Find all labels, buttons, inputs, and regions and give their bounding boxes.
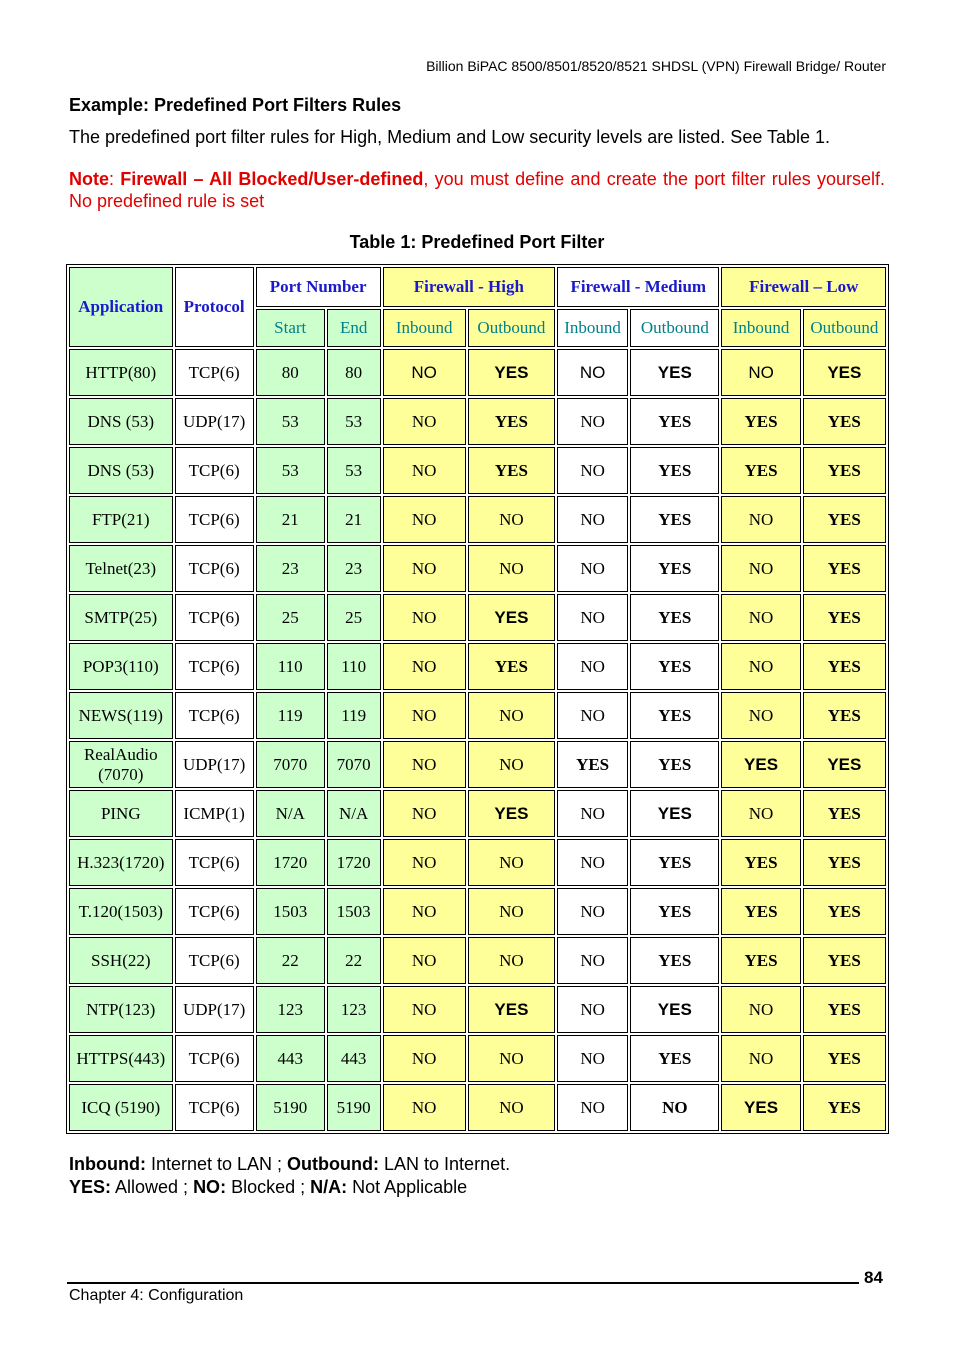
cell-medium-inbound: NO: [557, 986, 628, 1033]
cell-protocol: TCP(6): [175, 1084, 254, 1131]
table-row: [69, 496, 886, 543]
cell-medium-outbound: YES: [630, 643, 719, 690]
legend-term: N/A:: [310, 1177, 348, 1197]
cell-port-start: 53: [256, 398, 325, 445]
cell-low-outbound: YES: [803, 692, 886, 739]
cell-high-outbound: NO: [468, 937, 555, 984]
cell-port-start: 1503: [256, 888, 325, 935]
cell-application: NTP(123): [69, 986, 173, 1033]
cell-low-outbound: YES: [803, 594, 886, 641]
cell-protocol: UDP(17): [175, 398, 254, 445]
cell-high-outbound: YES: [468, 349, 555, 396]
cell-port-end: 21: [327, 496, 381, 543]
cell-high-outbound: NO: [468, 1084, 555, 1131]
cell-low-inbound: YES: [721, 937, 800, 984]
cell-medium-inbound: NO: [557, 1035, 628, 1082]
cell-medium-outbound: YES: [630, 398, 719, 445]
cell-port-end: 53: [327, 398, 381, 445]
cell-port-end: 7070: [327, 741, 381, 788]
cell-port-end: 5190: [327, 1084, 381, 1131]
cell-port-start: N/A: [256, 790, 325, 837]
page-number: 84: [864, 1268, 883, 1287]
cell-low-outbound: YES: [803, 1084, 886, 1131]
cell-low-inbound: YES: [721, 447, 800, 494]
cell-low-outbound: YES: [803, 839, 886, 886]
cell-medium-inbound: NO: [557, 349, 628, 396]
cell-high-outbound: NO: [468, 1035, 555, 1082]
cell-port-start: 80: [256, 349, 325, 396]
legend-term: Inbound:: [69, 1154, 146, 1174]
cell-port-start: 22: [256, 937, 325, 984]
header-medium-inbound: Inbound: [557, 309, 628, 347]
cell-application: HTTP(80): [69, 349, 173, 396]
cell-port-end: 1503: [327, 888, 381, 935]
note-highlight: Firewall – All Blocked/User-defined: [120, 169, 424, 189]
cell-low-outbound: YES: [803, 545, 886, 592]
cell-port-end: 1720: [327, 839, 381, 886]
header-firewall-high: Firewall - High: [383, 267, 556, 307]
header-high-outbound: Outbound: [468, 309, 555, 347]
cell-port-end: 25: [327, 594, 381, 641]
cell-medium-outbound: YES: [630, 496, 719, 543]
cell-high-inbound: NO: [383, 349, 466, 396]
cell-application: RealAudio (7070): [69, 741, 173, 788]
cell-high-inbound: NO: [383, 398, 466, 445]
cell-port-start: 7070: [256, 741, 325, 788]
cell-high-inbound: NO: [383, 496, 466, 543]
cell-port-end: 23: [327, 545, 381, 592]
cell-medium-inbound: NO: [557, 790, 628, 837]
cell-high-outbound: YES: [468, 447, 555, 494]
note-rest: , you must define and create the port filter rules yourself. No predefined rule is set: [69, 169, 885, 211]
intro-paragraph: The predefined port filter rules for High, Medium and Low security levels are listed. See Table 1.: [69, 127, 831, 147]
cell-application: HTTPS(443): [69, 1035, 173, 1082]
cell-high-outbound: YES: [468, 790, 555, 837]
table-body: [69, 349, 886, 1131]
table-legend: [69, 1153, 510, 1199]
cell-protocol: TCP(6): [175, 692, 254, 739]
cell-protocol: TCP(6): [175, 839, 254, 886]
table-row: [69, 692, 886, 739]
cell-high-inbound: NO: [383, 741, 466, 788]
cell-application: PING: [69, 790, 173, 837]
cell-port-end: 53: [327, 447, 381, 494]
cell-port-end: 110: [327, 643, 381, 690]
cell-low-outbound: YES: [803, 790, 886, 837]
cell-port-start: 110: [256, 643, 325, 690]
cell-medium-inbound: NO: [557, 643, 628, 690]
cell-low-inbound: NO: [721, 349, 800, 396]
cell-application: ICQ (5190): [69, 1084, 173, 1131]
cell-application: FTP(21): [69, 496, 173, 543]
cell-medium-inbound: YES: [557, 741, 628, 788]
table-row: [69, 937, 886, 984]
cell-low-outbound: YES: [803, 349, 886, 396]
cell-high-inbound: NO: [383, 545, 466, 592]
port-filter-table: [66, 264, 889, 1134]
note-paragraph: [69, 168, 885, 212]
cell-port-start: 25: [256, 594, 325, 641]
cell-medium-outbound: YES: [630, 888, 719, 935]
cell-port-start: 53: [256, 447, 325, 494]
cell-protocol: ICMP(1): [175, 790, 254, 837]
cell-medium-inbound: NO: [557, 839, 628, 886]
cell-port-end: 80: [327, 349, 381, 396]
cell-high-inbound: NO: [383, 790, 466, 837]
cell-application: SSH(22): [69, 937, 173, 984]
cell-medium-inbound: NO: [557, 594, 628, 641]
cell-high-inbound: NO: [383, 1035, 466, 1082]
cell-protocol: TCP(6): [175, 447, 254, 494]
cell-port-end: 443: [327, 1035, 381, 1082]
cell-high-inbound: NO: [383, 888, 466, 935]
cell-port-start: 123: [256, 986, 325, 1033]
cell-medium-outbound: YES: [630, 1035, 719, 1082]
cell-protocol: TCP(6): [175, 1035, 254, 1082]
cell-protocol: TCP(6): [175, 545, 254, 592]
cell-port-start: 21: [256, 496, 325, 543]
cell-high-outbound: NO: [468, 888, 555, 935]
cell-protocol: TCP(6): [175, 643, 254, 690]
cell-medium-outbound: YES: [630, 790, 719, 837]
cell-protocol: TCP(6): [175, 594, 254, 641]
cell-medium-outbound: YES: [630, 986, 719, 1033]
cell-application: T.120(1503): [69, 888, 173, 935]
cell-medium-outbound: YES: [630, 937, 719, 984]
cell-port-start: 5190: [256, 1084, 325, 1131]
cell-low-outbound: YES: [803, 888, 886, 935]
footer-chapter: Chapter 4: Configuration: [69, 1287, 244, 1304]
header-low-outbound: Outbound: [803, 309, 886, 347]
legend-definition: LAN to Internet.: [379, 1154, 511, 1174]
cell-low-inbound: NO: [721, 643, 800, 690]
table-row: [69, 1035, 886, 1082]
cell-high-inbound: NO: [383, 839, 466, 886]
cell-low-inbound: NO: [721, 692, 800, 739]
cell-high-outbound: NO: [468, 496, 555, 543]
header-start: Start: [256, 309, 325, 347]
cell-medium-inbound: NO: [557, 545, 628, 592]
cell-port-end: 22: [327, 937, 381, 984]
cell-protocol: UDP(17): [175, 986, 254, 1033]
cell-low-inbound: YES: [721, 741, 800, 788]
table-row: [69, 741, 886, 788]
cell-port-start: 443: [256, 1035, 325, 1082]
cell-low-inbound: YES: [721, 398, 800, 445]
cell-medium-outbound: YES: [630, 594, 719, 641]
legend-term: NO:: [193, 1177, 227, 1197]
cell-low-inbound: YES: [721, 839, 800, 886]
cell-low-outbound: YES: [803, 496, 886, 543]
cell-protocol: TCP(6): [175, 937, 254, 984]
table-row: [69, 643, 886, 690]
cell-application: POP3(110): [69, 643, 173, 690]
header-firewall-medium: Firewall - Medium: [557, 267, 719, 307]
cell-high-outbound: YES: [468, 594, 555, 641]
cell-protocol: TCP(6): [175, 349, 254, 396]
table-row: [69, 986, 886, 1033]
legend-line-values: [69, 1176, 510, 1199]
cell-port-end: 123: [327, 986, 381, 1033]
header-high-inbound: Inbound: [383, 309, 466, 347]
header-medium-outbound: Outbound: [630, 309, 719, 347]
cell-medium-outbound: YES: [630, 692, 719, 739]
cell-application: SMTP(25): [69, 594, 173, 641]
cell-application: DNS (53): [69, 398, 173, 445]
table-row: [69, 545, 886, 592]
cell-low-outbound: YES: [803, 1035, 886, 1082]
cell-application: DNS (53): [69, 447, 173, 494]
header-low-inbound: Inbound: [721, 309, 800, 347]
header-firewall-low: Firewall – Low: [721, 267, 886, 307]
footer-rule: [67, 1282, 859, 1284]
cell-low-inbound: NO: [721, 496, 800, 543]
table-row: [69, 594, 886, 641]
header-application: Application: [69, 267, 173, 347]
cell-medium-outbound: YES: [630, 839, 719, 886]
cell-high-inbound: NO: [383, 594, 466, 641]
cell-high-outbound: NO: [468, 545, 555, 592]
cell-protocol: TCP(6): [175, 888, 254, 935]
cell-port-end: N/A: [327, 790, 381, 837]
header-end: End: [327, 309, 381, 347]
cell-low-outbound: YES: [803, 741, 886, 788]
cell-low-outbound: YES: [803, 986, 886, 1033]
legend-definition: Not Applicable: [347, 1177, 468, 1197]
cell-port-end: 119: [327, 692, 381, 739]
cell-high-outbound: NO: [468, 839, 555, 886]
section-title: Example: Predefined Port Filters Rules: [69, 95, 402, 115]
cell-medium-outbound: YES: [630, 349, 719, 396]
cell-medium-inbound: NO: [557, 398, 628, 445]
table-row: [69, 888, 886, 935]
cell-medium-inbound: NO: [557, 937, 628, 984]
note-label: Note: [69, 169, 109, 189]
cell-high-outbound: YES: [468, 986, 555, 1033]
table-row: [69, 398, 886, 445]
header-port-number: Port Number: [256, 267, 381, 307]
cell-high-inbound: NO: [383, 692, 466, 739]
cell-high-outbound: YES: [468, 643, 555, 690]
cell-medium-inbound: NO: [557, 496, 628, 543]
cell-application: Telnet(23): [69, 545, 173, 592]
cell-low-inbound: NO: [721, 545, 800, 592]
cell-low-inbound: YES: [721, 1084, 800, 1131]
cell-medium-outbound: YES: [630, 447, 719, 494]
cell-low-inbound: NO: [721, 594, 800, 641]
cell-application: NEWS(119): [69, 692, 173, 739]
cell-low-outbound: YES: [803, 643, 886, 690]
cell-high-outbound: NO: [468, 741, 555, 788]
table-row: [69, 447, 886, 494]
cell-high-outbound: NO: [468, 692, 555, 739]
cell-port-start: 119: [256, 692, 325, 739]
cell-low-outbound: YES: [803, 447, 886, 494]
cell-low-inbound: NO: [721, 790, 800, 837]
cell-low-inbound: NO: [721, 986, 800, 1033]
cell-high-inbound: NO: [383, 643, 466, 690]
table-caption: Table 1: Predefined Port Filter: [349, 232, 605, 252]
cell-low-outbound: YES: [803, 937, 886, 984]
table-row: [69, 839, 886, 886]
cell-medium-inbound: NO: [557, 1084, 628, 1131]
cell-protocol: TCP(6): [175, 496, 254, 543]
cell-high-inbound: NO: [383, 986, 466, 1033]
cell-medium-inbound: NO: [557, 888, 628, 935]
cell-high-inbound: NO: [383, 1084, 466, 1131]
running-header: Billion BiPAC 8500/8501/8520/8521 SHDSL (VPN) Firewall Bridge/ Router: [426, 58, 886, 74]
cell-medium-inbound: NO: [557, 692, 628, 739]
legend-line-direction: [69, 1153, 510, 1176]
cell-port-start: 1720: [256, 839, 325, 886]
legend-definition: Internet to LAN ;: [145, 1154, 288, 1174]
cell-medium-outbound: NO: [630, 1084, 719, 1131]
legend-term: Outbound:: [287, 1154, 380, 1174]
cell-high-outbound: YES: [468, 398, 555, 445]
legend-definition: Blocked ;: [226, 1177, 311, 1197]
cell-medium-inbound: NO: [557, 447, 628, 494]
cell-medium-outbound: YES: [630, 545, 719, 592]
table-row: [69, 349, 886, 396]
legend-definition: Allowed ;: [111, 1177, 194, 1197]
cell-medium-outbound: YES: [630, 741, 719, 788]
header-protocol: Protocol: [175, 267, 254, 347]
cell-port-start: 23: [256, 545, 325, 592]
cell-low-outbound: YES: [803, 398, 886, 445]
cell-protocol: UDP(17): [175, 741, 254, 788]
note-separator: :: [109, 169, 121, 189]
cell-high-inbound: NO: [383, 447, 466, 494]
cell-high-inbound: NO: [383, 937, 466, 984]
cell-low-inbound: YES: [721, 888, 800, 935]
table-row: [69, 1084, 886, 1131]
table-row: [69, 790, 886, 837]
legend-term: YES:: [69, 1177, 112, 1197]
cell-application: H.323(1720): [69, 839, 173, 886]
cell-low-inbound: NO: [721, 1035, 800, 1082]
